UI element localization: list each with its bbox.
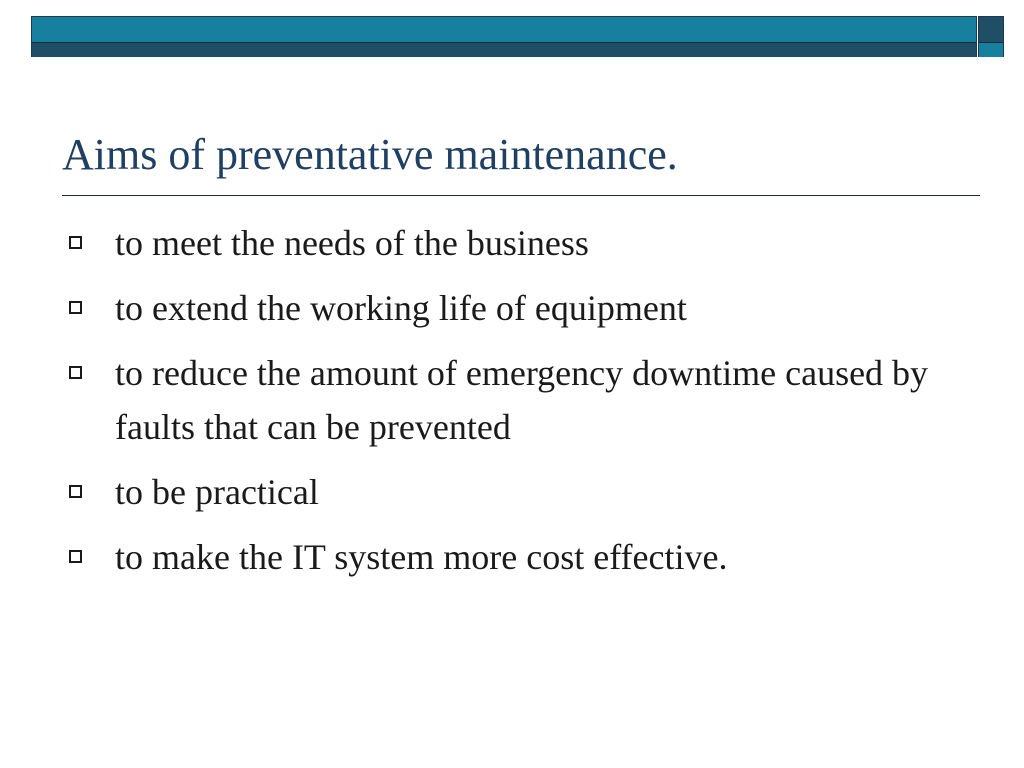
bullet-list [62, 216, 982, 595]
bullet-text: to be practical [115, 472, 319, 512]
header-band-light [32, 17, 976, 42]
header-band-dark [32, 42, 976, 57]
title-divider [62, 195, 980, 196]
hollow-square-bullet-icon [69, 366, 82, 379]
bullet-text: to extend the working life of equipment [115, 288, 687, 328]
slide-title: Aims of preventative maintenance. [62, 130, 678, 179]
bullet-item-cost-effective [62, 530, 982, 584]
header-corner-block [978, 16, 1004, 57]
hollow-square-bullet-icon [69, 550, 82, 563]
hollow-square-bullet-icon [69, 236, 82, 249]
bullet-item-practical [62, 465, 982, 519]
bullet-item-reduce-downtime [62, 346, 982, 454]
bullet-text: to meet the needs of the business [115, 223, 589, 263]
bullet-text: to reduce the amount of emergency downtime caused by faults that can be prevented [115, 353, 929, 447]
corner-block-top [979, 17, 1003, 42]
hollow-square-bullet-icon [69, 301, 82, 314]
bullet-text: to make the IT system more cost effective. [115, 537, 728, 577]
header-band [31, 16, 977, 57]
bullet-item-extend-life [62, 281, 982, 335]
hollow-square-bullet-icon [69, 485, 82, 498]
bullet-item-meet-needs [62, 216, 982, 270]
corner-block-bottom [979, 42, 1003, 57]
